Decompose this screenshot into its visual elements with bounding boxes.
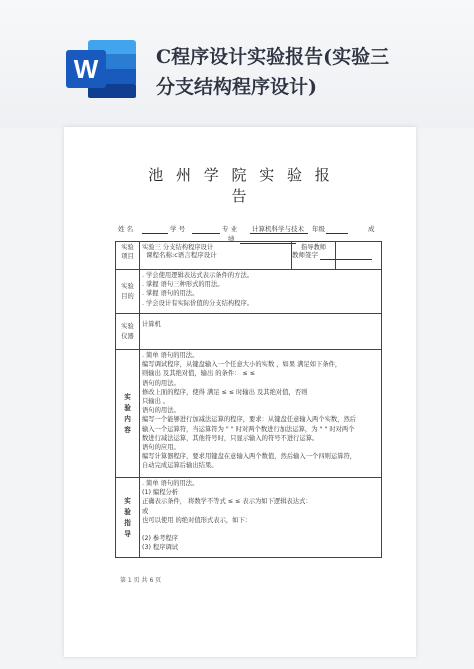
content-line: 语句的应用。 bbox=[142, 444, 180, 452]
project-label-cell bbox=[116, 242, 140, 270]
page-footer: 第 1 页 共 6 页 bbox=[120, 577, 162, 584]
svg-text:W: W bbox=[73, 54, 99, 84]
instrument-label-2: 仪器 bbox=[121, 332, 134, 340]
row-project bbox=[116, 242, 382, 270]
row-purpose bbox=[116, 270, 382, 314]
content-label-char: 内 bbox=[124, 414, 131, 423]
content-line: 编写调试程序，从键盘输入一个任意大小的实数 ，如果 满足如下条件， bbox=[142, 361, 342, 369]
grade-underline bbox=[326, 233, 348, 234]
document-preview-title bbox=[156, 42, 456, 102]
title-line-1: C程序设计实验报告(实验三 bbox=[156, 46, 390, 68]
guidance-line: (2) 参考程序 bbox=[142, 535, 179, 543]
content-line: 只输出 。 bbox=[142, 398, 170, 406]
guidance-label-cell bbox=[116, 478, 140, 558]
content-line: 数进行减法运算，其他符号时，只显示输入的符号不进行运算。 bbox=[142, 434, 319, 442]
content-line: 语句的用法。 bbox=[142, 379, 180, 387]
guidance-line: 或 bbox=[142, 507, 149, 515]
row-instrument bbox=[116, 314, 382, 350]
name-underline bbox=[142, 233, 168, 234]
document-page bbox=[64, 127, 416, 657]
guidance-line: 正确表示条件， 将数学不等式 ≤ ≤ 表示为如下逻辑表达式： bbox=[142, 498, 312, 506]
guidance-label-char: 验 bbox=[124, 507, 131, 516]
guidance-label-char: 指 bbox=[124, 518, 131, 527]
score-label-2: 绩 bbox=[228, 235, 235, 243]
purpose-label-1: 实验 bbox=[121, 283, 134, 291]
score-label: 成 bbox=[368, 225, 375, 233]
guidance-label-char: 导 bbox=[124, 529, 131, 538]
instrument-value: 计算机 bbox=[142, 321, 161, 328]
project-label-1: 实验 bbox=[121, 244, 134, 251]
word-document-icon bbox=[62, 36, 140, 102]
instrument-label-cell bbox=[116, 314, 140, 350]
guidance-line: (1) 编程分析 bbox=[142, 489, 179, 497]
grade-label: 年级 bbox=[312, 225, 325, 233]
purpose-cell bbox=[140, 270, 382, 314]
project-label-2: 项目 bbox=[121, 253, 134, 261]
teacher-sign-label: 教师签字 bbox=[292, 251, 318, 259]
purpose-line: . 掌握 语句三种形式的用法。 bbox=[142, 281, 224, 289]
content-line: 修改上面的程序，使得 满足 ≤ ≤ 时输出 及其绝对值，否则 bbox=[142, 388, 308, 396]
purpose-label-cell bbox=[116, 270, 140, 314]
guide-teacher-label: 指导教师 bbox=[300, 244, 327, 251]
content-label-cell bbox=[116, 350, 140, 478]
purpose-line: . 学会使用逻辑表达式表示条件的方法。 bbox=[142, 272, 254, 279]
content-cell bbox=[140, 350, 382, 478]
guidance-line: . 简单 语句的用法。 bbox=[142, 480, 199, 487]
guidance-line bbox=[142, 525, 379, 534]
report-table bbox=[115, 241, 382, 558]
major-label: 专 业 bbox=[222, 225, 238, 233]
purpose-line: . 学会设计有实际价值的分支结构程序。 bbox=[142, 299, 254, 307]
major-underline bbox=[250, 233, 308, 234]
title-line-2: 分支结构程序设计) bbox=[156, 76, 317, 98]
purpose-line: . 掌握 语句的用法。 bbox=[142, 290, 199, 298]
guidance-cell bbox=[140, 478, 382, 558]
project-value: 实验三 分支结构程序设计 bbox=[142, 244, 214, 251]
student-id-underline bbox=[192, 233, 220, 234]
row-content bbox=[116, 350, 382, 478]
guide-teacher-value-cell bbox=[336, 242, 382, 270]
content-line: . 简单 语句的用法。 bbox=[142, 352, 199, 359]
content-label-char: 实 bbox=[124, 392, 131, 401]
course-name-label: 课程名称:c语言程序设计 bbox=[146, 251, 217, 259]
purpose-label-2: 目的 bbox=[121, 292, 134, 300]
content-label-char: 容 bbox=[124, 425, 131, 434]
project-value-cell bbox=[140, 242, 292, 270]
content-line: 编写一个能够进行加减法运算的程序，要求：从键盘任意输入两个实数，然后 bbox=[142, 416, 357, 424]
content-label-char: 验 bbox=[124, 403, 131, 412]
content-line: 语句的用法。 bbox=[142, 407, 180, 415]
name-label: 姓 名 bbox=[118, 225, 134, 233]
student-id-label: 学 号 bbox=[170, 225, 186, 233]
report-title: 池 州 学 院 实 验 报 告 bbox=[148, 166, 334, 205]
guidance-label-char: 实 bbox=[124, 496, 131, 505]
guidance-line: (3) 程序调试 bbox=[142, 544, 179, 552]
row-guidance bbox=[116, 478, 382, 558]
content-line: 输入一个运算符，当运算符为 " " 时对两个数进行加法运算，为 " " 时对两个 bbox=[142, 425, 355, 433]
content-line: 自动完成运算后输出结果。 bbox=[142, 462, 218, 470]
major-value: 计算机科学与技术 bbox=[252, 225, 304, 233]
content-line: 则输出 及其绝对值，输出 的条件： ≤ ≤ bbox=[142, 370, 256, 378]
instrument-cell bbox=[140, 314, 382, 350]
guide-teacher-label-cell bbox=[292, 242, 336, 270]
guidance-line: 也可以使用 的绝对值形式表示，如下： bbox=[142, 516, 252, 524]
content-line: 编写计算器程序，要求用键盘在意输入两个数值，然后输入一个四则运算符， bbox=[142, 453, 357, 461]
instrument-label-1: 实验 bbox=[121, 323, 134, 331]
